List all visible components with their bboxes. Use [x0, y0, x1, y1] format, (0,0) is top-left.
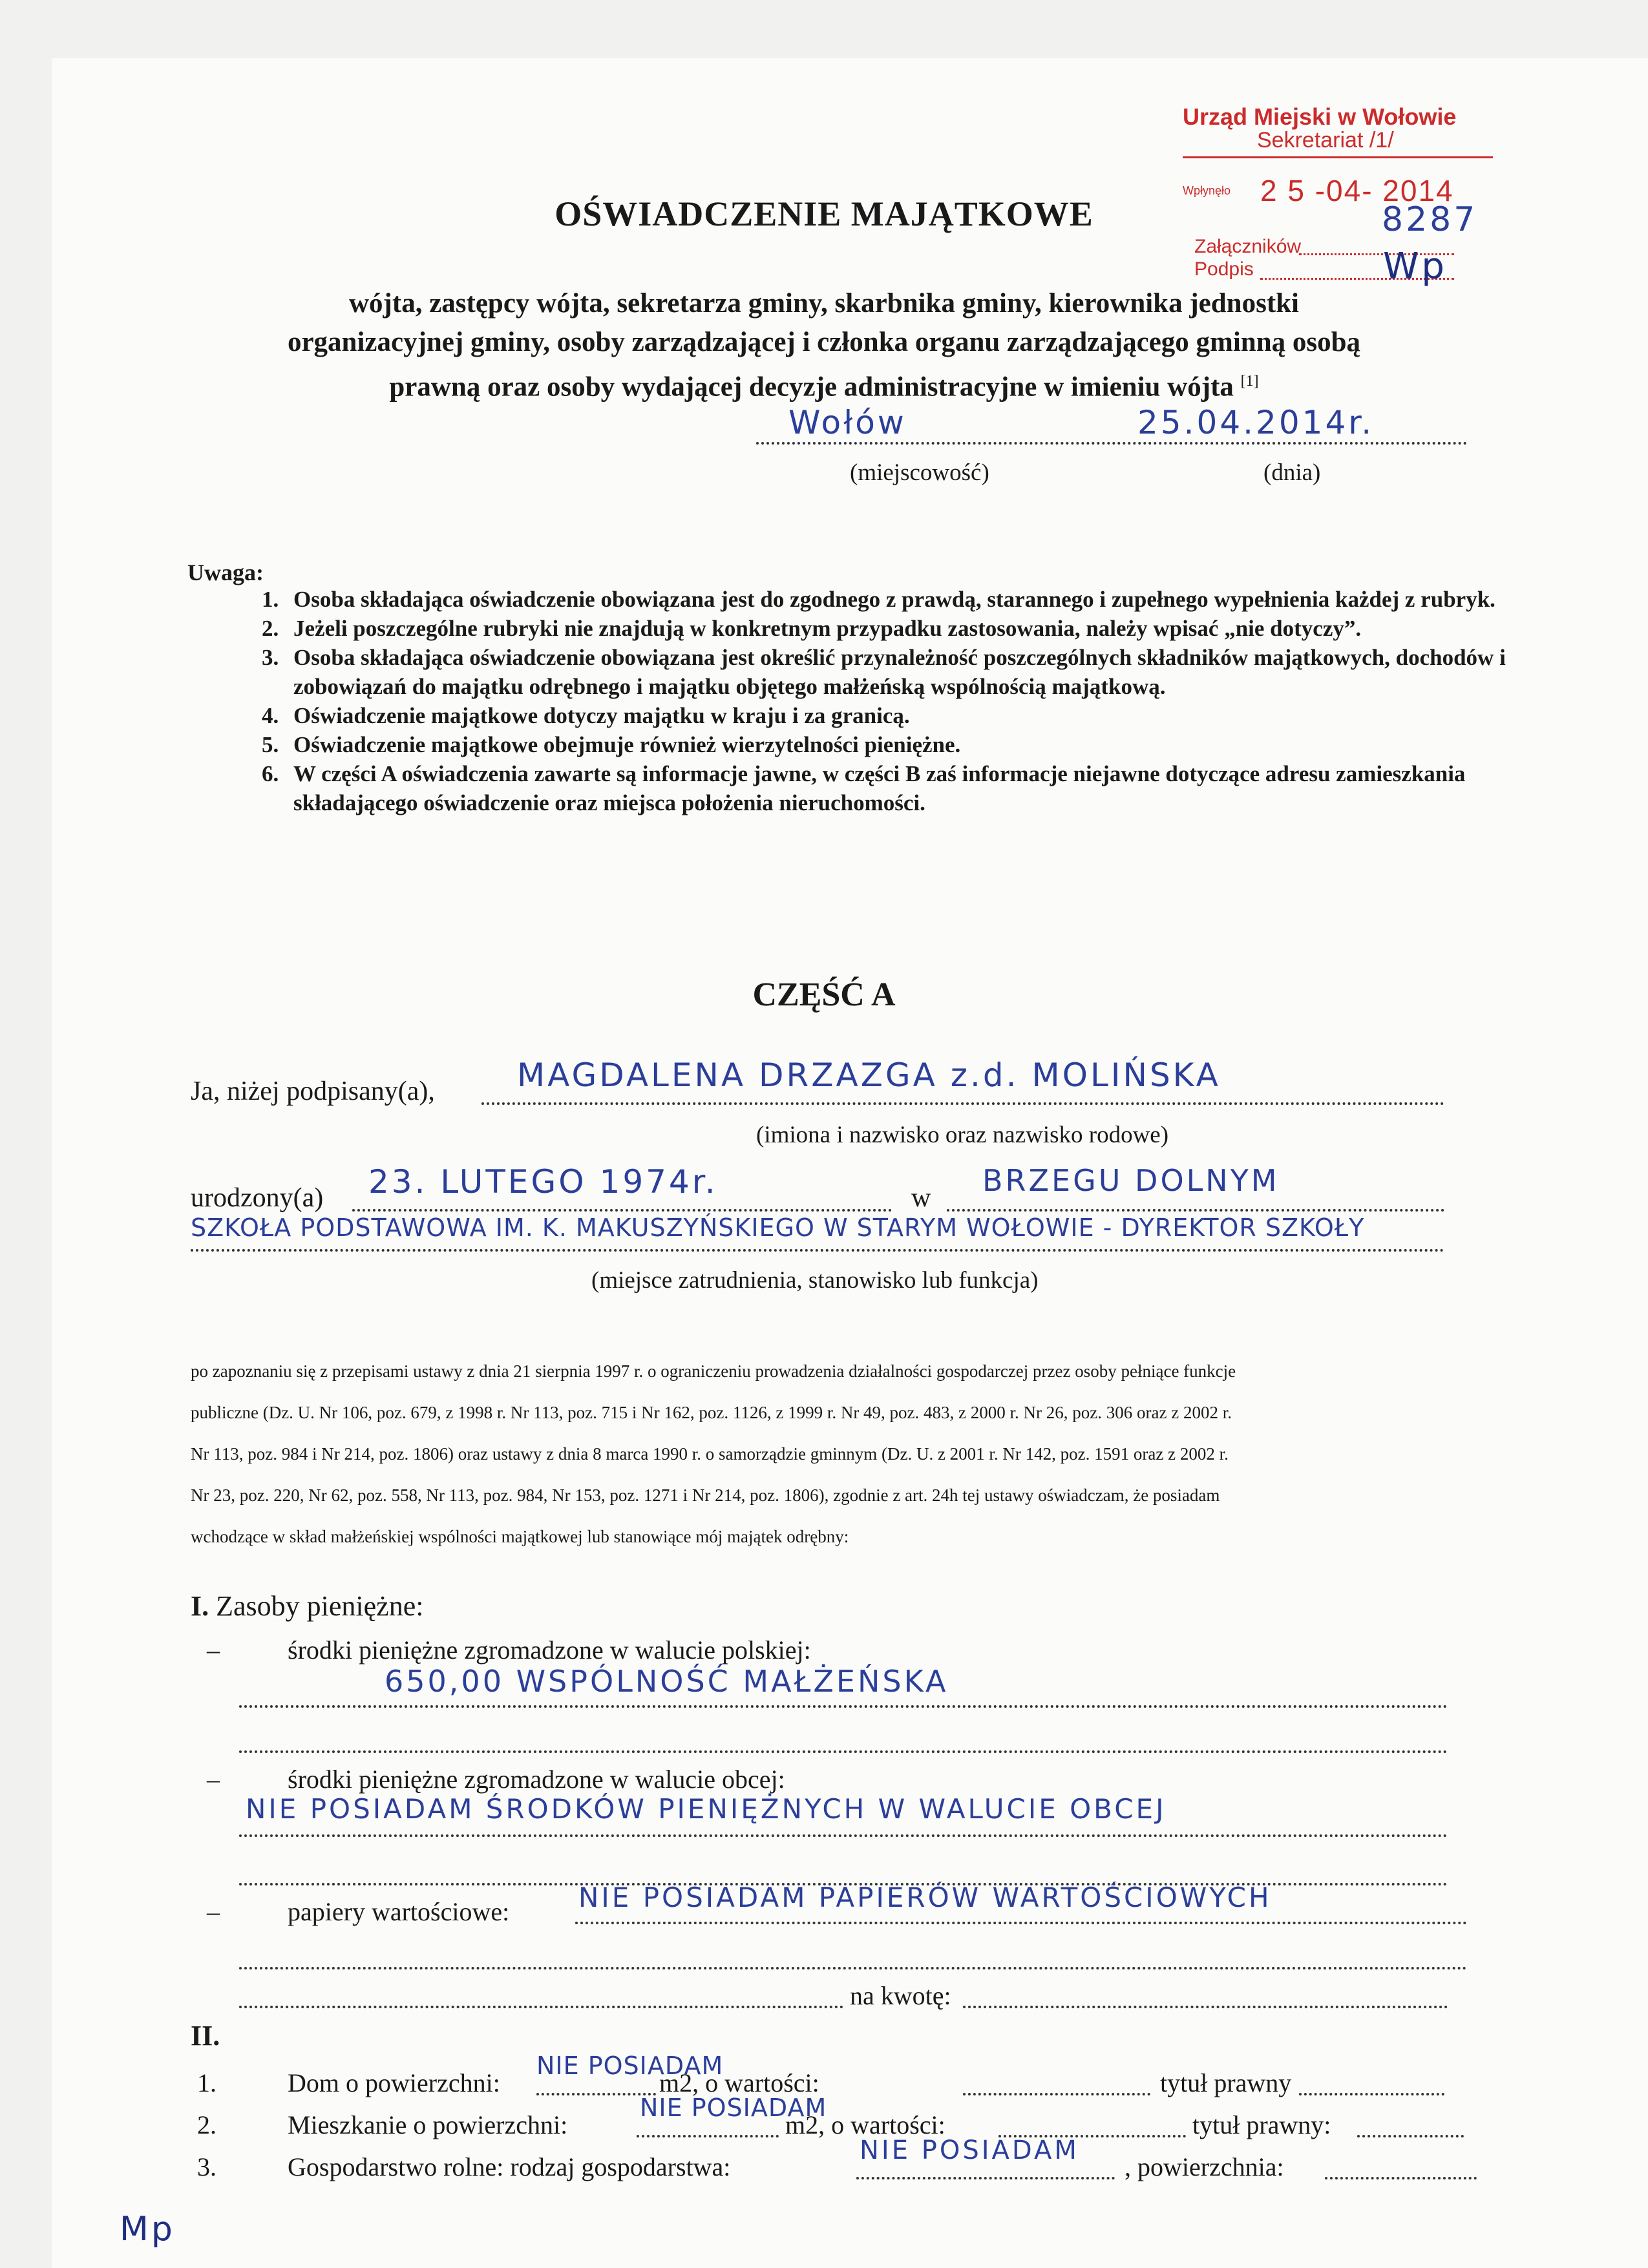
farm-type-value: NIE POSIADAM	[860, 2136, 1079, 2165]
date-caption: (dnia)	[1263, 459, 1321, 486]
foreign-value: NIE POSIADAM ŚRODKÓW PIENIĘŻNYCH W WALUCIE OBCEJ	[246, 1793, 1167, 1825]
notes-list	[233, 585, 1551, 817]
subtitle-line-1: wójta, zastępcy wójta, sekretarza gminy, skarbnika gminy, kierownika jednostki	[349, 288, 1299, 319]
house-title-label: tytuł prawny	[1160, 2068, 1292, 2097]
farm-type-label: Gospodarstwo rolne: rodzaj gospodarstwa:	[288, 2152, 731, 2181]
farm-area-field[interactable]	[1325, 2155, 1477, 2179]
amount-pre-field[interactable]	[239, 1984, 843, 2008]
amount-label: na kwotę:	[850, 1981, 951, 2010]
stamp-number: 8287	[1382, 200, 1478, 239]
stamp-received-label: Wpłynęło	[1183, 184, 1231, 197]
house-area-label: Dom o powierzchni:	[288, 2068, 500, 2097]
legal-basis	[191, 1350, 1477, 1557]
dash-marker: –	[207, 1897, 220, 1926]
flat-title-field[interactable]	[1357, 2113, 1464, 2137]
pln-label: środki pieniężne zgromadzone w walucie polskiej:	[288, 1635, 811, 1664]
section-1-number: I.	[191, 1590, 209, 1622]
subtitle-line-3: prawną oraz osoby wydającej decyzje administracyjne w imieniu wójta [1]	[389, 372, 1259, 403]
born-date-value: 23. LUTEGO 1974r.	[368, 1163, 718, 1201]
item-number: 3.	[197, 2152, 217, 2181]
flat-area-value: NIE POSIADAM	[640, 2094, 827, 2122]
house-area-value: NIE POSIADAM	[536, 2052, 724, 2080]
pln-value: 650,00 WSPÓLNOŚĆ MAŁŻEŃSKA	[385, 1664, 949, 1699]
flat-value-field[interactable]	[998, 2113, 1186, 2137]
pln-field-line-2[interactable]	[239, 1728, 1448, 1753]
place-caption: (miejscowość)	[850, 459, 989, 486]
dash-marker: –	[207, 1765, 220, 1794]
section-2-number: II.	[191, 2020, 220, 2052]
date-value: 25.04.2014r.	[1137, 404, 1375, 441]
flat-value-label: m2, o wartości:	[785, 2110, 945, 2139]
house-value-field[interactable]	[963, 2071, 1150, 2095]
amount-field[interactable]	[963, 1984, 1448, 2008]
note-item: 2. Jeżeli poszczególne rubryki nie znajdują w konkretnym przypadku zastosowania, należy wpisać „nie dotyczy”.	[284, 614, 1551, 643]
section-1-title: Zasoby pieniężne:	[216, 1590, 424, 1622]
item-number: 2.	[197, 2110, 217, 2139]
name-value: MAGDALENA DRZAZGA z.d. MOLIŃSKA	[517, 1056, 1221, 1094]
legal-line: wchodzące w skład małżeńskiej wspólności majątkowej lub stanowiące mój majątek odrębny:	[191, 1527, 849, 1546]
item-number: 1.	[197, 2068, 217, 2097]
securities-field-line-2[interactable]	[239, 1945, 1467, 1969]
flat-area-label: Mieszkanie o powierzchni:	[288, 2110, 568, 2139]
flat-title-label: tytuł prawny:	[1192, 2110, 1331, 2139]
legal-line: Nr 113, poz. 984 i Nr 214, poz. 1806) oraz ustawy z dnia 8 marca 1990 r. o samorządzie gminnym (Dz. U. z 2001 r. Nr 142, poz. 1591 oraz z 2002 r.	[191, 1444, 1229, 1464]
stamp-attachments-label: Załączników	[1194, 236, 1302, 257]
section-2-heading	[191, 2019, 220, 2052]
margin-initials: Mp	[120, 2210, 175, 2249]
notes-label: Uwaga:	[187, 560, 264, 585]
born-place-value: BRZEGU DOLNYM	[982, 1163, 1280, 1198]
legal-line: Nr 23, poz. 220, Nr 62, poz. 558, Nr 113, poz. 984, Nr 153, poz. 1271 i Nr 214, poz. 1806), zgodnie z art. 24h tej ustawy oświadczam, że posiadam	[191, 1486, 1220, 1505]
born-label: urodzony(a)	[191, 1183, 324, 1213]
legal-line: publiczne (Dz. U. Nr 106, poz. 679, z 1998 r. Nr 113, poz. 715 i Nr 162, poz. 1126, z 1999 r. Nr 49, poz. 483, z 2000 r. Nr 26, poz. 306 oraz z 2002 r.	[191, 1403, 1232, 1422]
born-in-label: w	[911, 1183, 931, 1213]
document-title: OŚWIADCZENIE MAJĄTKOWE	[555, 194, 1093, 233]
securities-value: NIE POSIADAM PAPIERÓW WARTOŚCIOWYCH	[578, 1882, 1272, 1913]
note-item: 1. Osoba składająca oświadczenie obowiązana jest do zgodnego z prawdą, starannego i zupełnego wypełnienia każdej z rubryk.	[284, 585, 1551, 614]
section-1-heading	[191, 1590, 423, 1622]
note-item: 4. Oświadczenie majątkowe dotyczy majątku w kraju i za granicą.	[284, 701, 1551, 730]
note-item: 6. W części A oświadczenia zawarte są informacje jawne, w części B zaś informacje niejawne dotyczące adresu zamieszkania składającego oświadczenie oraz miejsca położenia nieruchomości.	[284, 759, 1551, 817]
stamp-office: Urząd Miejski w Wołowie	[1183, 103, 1457, 130]
stamp-received-date: 2 5 -04- 2014	[1260, 174, 1454, 207]
dash-marker: –	[207, 1635, 220, 1664]
part-a-heading: CZĘŚĆ A	[752, 976, 896, 1013]
place-value: Wołów	[788, 404, 907, 441]
stamp-dept: Sekretariat /1/	[1257, 128, 1394, 152]
name-caption: (imiona i nazwisko oraz nazwisko rodowe)	[756, 1122, 1169, 1148]
employment-value: SZKOŁA PODSTAWOWA IM. K. MAKUSZYŃSKIEGO W STARYM WOŁOWIE - DYREKTOR SZKOŁY	[191, 1213, 1365, 1242]
note-item: 3. Osoba składająca oświadczenie obowiązana jest określić przynależność poszczególnych składników majątkowych, dochodów i zobowiązań do majątku odrębnego i majątku objętego małżeńską wspólnością majątkową.	[284, 643, 1551, 701]
document-subtitle	[194, 284, 1454, 406]
employment-caption: (miejsce zatrudnienia, stanowisko lub funkcja)	[591, 1267, 1039, 1294]
house-value-label: m2, o wartości:	[659, 2068, 819, 2097]
stamp-signature-label: Podpis	[1194, 258, 1254, 280]
subtitle-line-2: organizacyjnej gminy, osoby zarządzającej i członka organu zarządzającego gminną osobą	[287, 327, 1361, 357]
name-label: Ja, niżej podpisany(a),	[191, 1076, 435, 1106]
note-item: 5. Oświadczenie majątkowe obejmuje również wierzytelności pieniężne.	[284, 730, 1551, 759]
foreign-label: środki pieniężne zgromadzone w walucie obcej:	[288, 1765, 785, 1794]
securities-label: papiery wartościowe:	[288, 1897, 510, 1926]
footnote-marker: [1]	[1240, 373, 1259, 390]
stamp-signature: Wp	[1383, 246, 1447, 288]
farm-area-label: , powierzchnia:	[1125, 2152, 1284, 2181]
stamp-rule	[1183, 156, 1493, 158]
legal-line: po zapoznaniu się z przepisami ustawy z dnia 21 sierpnia 1997 r. o ograniczeniu prowadzenia działalności gospodarczej przez osoby pełniące funkcje	[191, 1361, 1236, 1381]
house-title-field[interactable]	[1299, 2071, 1444, 2095]
